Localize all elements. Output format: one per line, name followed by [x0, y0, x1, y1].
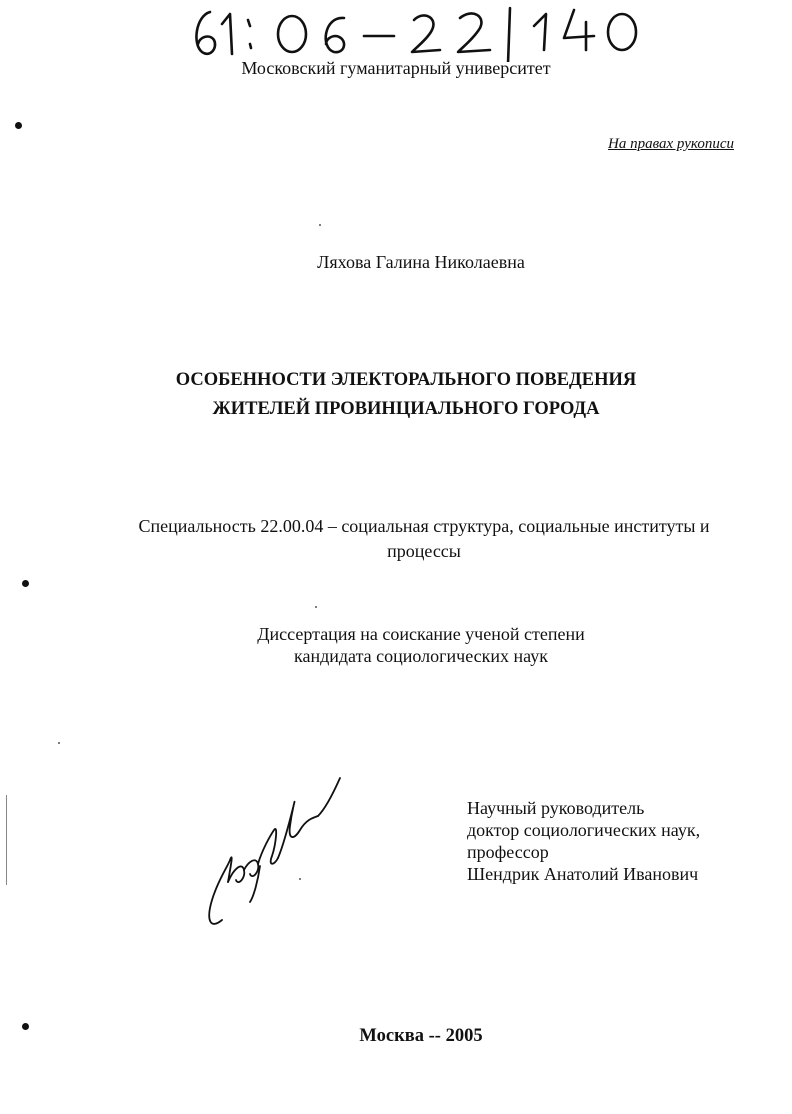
- binder-mark-bottom: [22, 1023, 29, 1030]
- advisor-role: Научный руководитель: [467, 798, 645, 818]
- binder-mark-middle: [22, 580, 29, 587]
- handwritten-signature: [200, 770, 350, 940]
- advisor-name: Шендрик Анатолий Иванович: [467, 864, 699, 884]
- title-line-1: ОСОБЕННОСТИ ЭЛЕКТОРАЛЬНОГО ПОВЕДЕНИЯ: [175, 370, 637, 390]
- advisor-degree: доктор социологических наук,: [467, 820, 701, 840]
- margin-scan-line: [6, 795, 7, 885]
- scan-speck: [319, 224, 321, 226]
- dissertation-title: [0, 366, 792, 424]
- specialty-line-1: Специальность 22.00.04 – социальная структура, социальные институты и: [138, 516, 710, 536]
- university-name: Московский гуманитарный университет: [241, 58, 551, 78]
- handwritten-catalog-number: [188, 4, 648, 62]
- scan-speck: [299, 878, 301, 880]
- manuscript-rights-note: На правах рукописи: [608, 136, 734, 152]
- author-name: Ляхова Галина Николаевна: [317, 252, 525, 272]
- specialty: [124, 514, 724, 564]
- title-line-2: ЖИТЕЛЕЙ ПРОВИНЦИАЛЬНОГО ГОРОДА: [212, 399, 600, 419]
- specialty-line-2: процессы: [387, 541, 461, 561]
- advisor-title: профессор: [467, 842, 549, 862]
- scientific-advisor: [467, 797, 700, 885]
- degree-line-1: Диссертация на соискание ученой степени: [257, 624, 585, 644]
- scan-speck: [315, 606, 317, 608]
- binder-mark-top: [15, 122, 22, 129]
- degree-statement: [0, 623, 792, 667]
- degree-line-2: кандидата социологических наук: [294, 646, 548, 666]
- city-year: Москва -- 2005: [359, 1026, 483, 1046]
- scan-speck: [58, 742, 60, 744]
